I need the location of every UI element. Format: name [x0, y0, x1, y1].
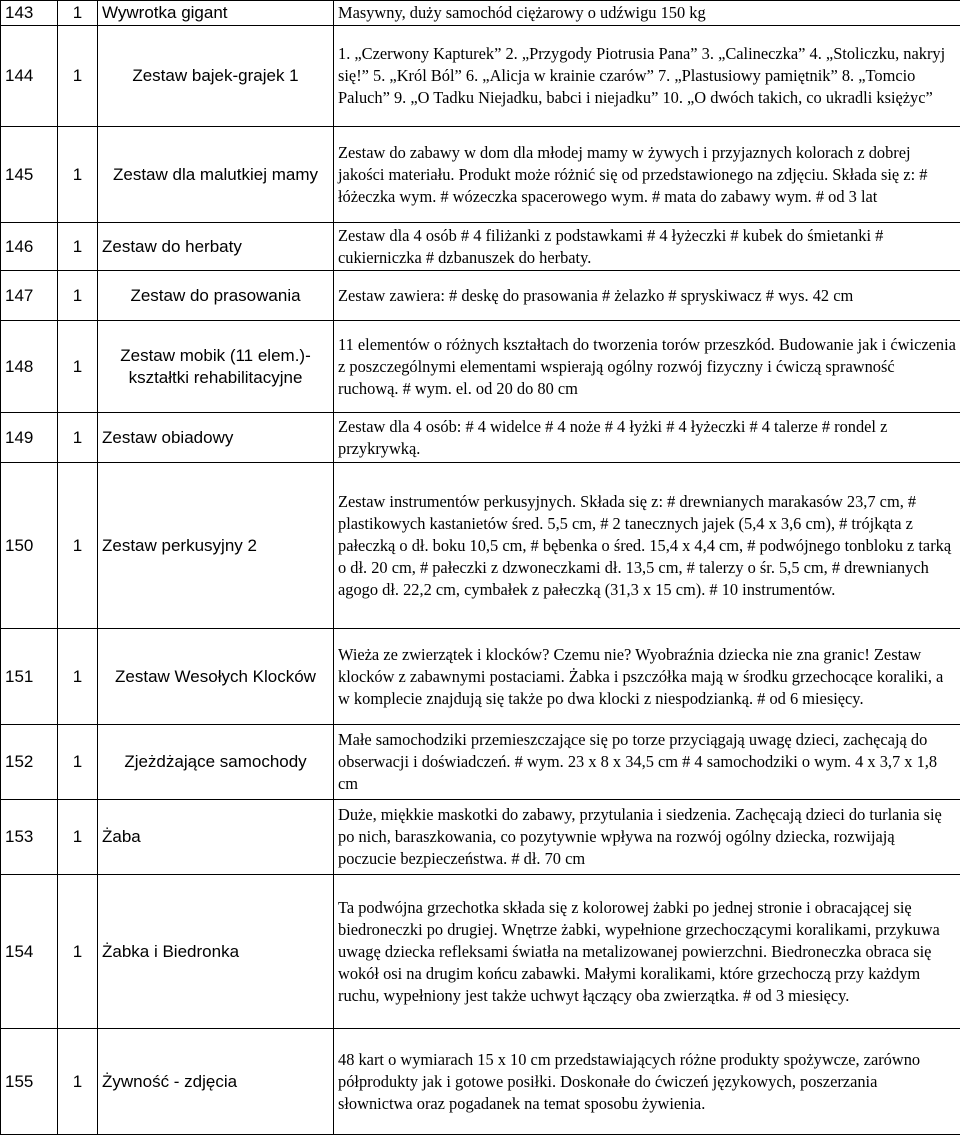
table-row	[1, 321, 960, 413]
item-name: Zestaw perkusyjny 2	[98, 463, 334, 629]
table-row	[1, 1, 960, 26]
table-row	[1, 223, 960, 271]
item-quantity: 1	[58, 463, 98, 629]
item-quantity: 1	[58, 1029, 98, 1135]
item-description: 48 kart o wymiarach 15 x 10 cm przedstawiających różne produkty spożywcze, zarówno półprodukty jak i gotowe posiłki. Doskonałe do ćwiczeń językowych, poszerzania słownictwa oraz pogadanek na temat sposobu żywienia.	[334, 1029, 960, 1135]
item-quantity: 1	[58, 800, 98, 875]
item-name: Żywność - zdjęcia	[98, 1029, 334, 1135]
item-name: Zestaw do prasowania	[98, 271, 334, 321]
item-description: Zestaw dla 4 osób: # 4 widelce # 4 noże # 4 łyżki # 4 łyżeczki # 4 talerze # rondel z przykrywką.	[334, 413, 960, 463]
item-quantity: 1	[58, 725, 98, 800]
item-name: Zestaw dla malutkiej mamy	[98, 127, 334, 223]
item-description: Zestaw instrumentów perkusyjnych. Składa się z: # drewnianych marakasów 23,7 cm, # plastikowych kastanietów śred. 5,5 cm, # 2 tanecznych jajek (5,4 x 3,6 cm), # trójkąta z pałeczką o dł. boku 10,5 cm, # bębenka o śred. 15,4 x 4,4 cm, # podwójnego tonbloku z tarką o dł. 20 cm, # pałeczki z dzwoneczkami dł. 13,5 cm, # talerzy o śr. 5,5 cm, # drewnianych agogo dł. 22,2 cm, cymbałek z pałeczką (31,3 x 15 cm). # 10 instrumentów.	[334, 463, 960, 629]
item-name: Zestaw mobik (11 elem.)- kształtki rehabilitacyjne	[98, 321, 334, 413]
table-row	[1, 725, 960, 800]
item-name: Zestaw bajek-grajek 1	[98, 26, 334, 127]
item-quantity: 1	[58, 127, 98, 223]
table-row	[1, 26, 960, 127]
item-number: 155	[1, 1029, 58, 1135]
item-description: Zestaw dla 4 osób # 4 filiżanki z podstawkami # 4 łyżeczki # kubek do śmietanki # cukierniczka # dzbanuszek do herbaty.	[334, 223, 960, 271]
item-number: 146	[1, 223, 58, 271]
item-description: Ta podwójna grzechotka składa się z kolorowej żabki po jednej stronie i obracającej się biedroneczki po drugiej. Wnętrze żabki, wypełnione grzechoczącymi koralikami, przykuwa uwagę dziecka refleksami światła na metalizowanej powierzchni. Biedroneczka obraca się wokół osi na drugim końcu zabawki. Małymi koralikami, które grzechoczą przy każdym ruchu, wypełniony jest także uchwyt łączący oba zwierzątka. # od 3 miesięcy.	[334, 875, 960, 1029]
item-number: 152	[1, 725, 58, 800]
item-description: Duże, miękkie maskotki do zabawy, przytulania i siedzenia. Zachęcają dzieci do turlania się po nich, baraszkowania, co pozytywnie wpływa na rozwój ogólny dziecka, rozwijają poczucie bezpieczeństwa. # dł. 70 cm	[334, 800, 960, 875]
item-description: Masywny, duży samochód ciężarowy o udźwigu 150 kg	[334, 1, 960, 26]
table-row	[1, 875, 960, 1029]
item-number: 144	[1, 26, 58, 127]
item-name: Wywrotka gigant	[98, 1, 334, 26]
item-description: 11 elementów o różnych kształtach do tworzenia torów przeszkód. Budowanie jak i ćwiczenia z poszczególnymi elementami wspierają ogólny rozwój fizyczny i ćwiczą sprawność ruchową. # wym. el. od 20 do 80 cm	[334, 321, 960, 413]
item-number: 154	[1, 875, 58, 1029]
table-row	[1, 413, 960, 463]
item-name: Zestaw obiadowy	[98, 413, 334, 463]
item-quantity: 1	[58, 1, 98, 26]
item-quantity: 1	[58, 26, 98, 127]
item-number: 149	[1, 413, 58, 463]
item-quantity: 1	[58, 321, 98, 413]
table-row	[1, 463, 960, 629]
item-name: Zjeżdżające samochody	[98, 725, 334, 800]
item-number: 150	[1, 463, 58, 629]
item-number: 145	[1, 127, 58, 223]
item-quantity: 1	[58, 223, 98, 271]
item-name: Żabka i Biedronka	[98, 875, 334, 1029]
item-name: Zestaw Wesołych Klocków	[98, 629, 334, 725]
item-quantity: 1	[58, 413, 98, 463]
table-row	[1, 800, 960, 875]
item-quantity: 1	[58, 271, 98, 321]
item-number: 153	[1, 800, 58, 875]
item-number: 143	[1, 1, 58, 26]
table-row	[1, 629, 960, 725]
item-description: Małe samochodziki przemieszczające się po torze przyciągają uwagę dzieci, zachęcają do obserwacji i doświadczeń. # wym. 23 x 8 x 34,5 cm # 4 samochodziki o wym. 4 x 3,7 x 1,8 cm	[334, 725, 960, 800]
table-row	[1, 127, 960, 223]
table-row	[1, 1029, 960, 1135]
item-description: 1. „Czerwony Kapturek” 2. „Przygody Piotrusia Pana” 3. „Calineczka” 4. „Stoliczku, nakryj się!” 5. „Król Ból” 6. „Alicja w krainie czarów” 7. „Plastusiowy pamiętnik” 8. „Tomcio Paluch” 9. „O Tadku Niejadku, babci i niejadku” 10. „O dwóch takich, co ukradli księżyc”	[334, 26, 960, 127]
item-quantity: 1	[58, 629, 98, 725]
item-name: Żaba	[98, 800, 334, 875]
item-number: 148	[1, 321, 58, 413]
item-description: Wieża ze zwierzątek i klocków? Czemu nie? Wyobraźnia dziecka nie zna granic! Zestaw klocków z zabawnymi postaciami. Żabka i pszczółka mają w środku grzechocące koraliki, a w komplecie znajdują się także po dwa klocki z niespodzianką. # od 6 miesięcy.	[334, 629, 960, 725]
table-row	[1, 271, 960, 321]
item-name: Zestaw do herbaty	[98, 223, 334, 271]
item-description: Zestaw zawiera: # deskę do prasowania # żelazko # spryskiwacz # wys. 42 cm	[334, 271, 960, 321]
item-number: 151	[1, 629, 58, 725]
item-description: Zestaw do zabawy w dom dla młodej mamy w żywych i przyjaznych kolorach z dobrej jakości materiału. Produkt może różnić się od przedstawionego na zdjęciu. Składa się z: # łóżeczka wym. # wózeczka spacerowego wym. # mata do zabawy wym. # od 3 lat	[334, 127, 960, 223]
item-number: 147	[1, 271, 58, 321]
item-quantity: 1	[58, 875, 98, 1029]
